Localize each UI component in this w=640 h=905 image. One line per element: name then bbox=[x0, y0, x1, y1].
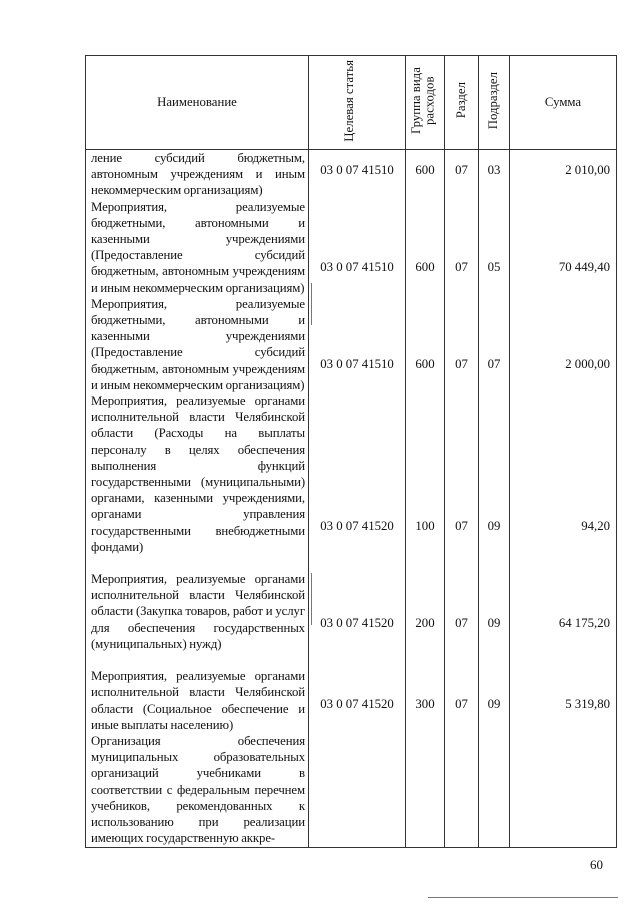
scan-margin-line bbox=[311, 283, 312, 325]
table-body bbox=[86, 150, 617, 848]
row-group: 600 bbox=[406, 150, 445, 199]
header-section-label: Раздел bbox=[453, 82, 468, 119]
scan-margin-line bbox=[311, 573, 312, 625]
header-code bbox=[309, 56, 406, 150]
row-section: 07 bbox=[445, 150, 479, 199]
header-subsection-label: Подраздел bbox=[486, 71, 501, 130]
row-group bbox=[406, 733, 445, 847]
row-code: 03 0 07 41510 bbox=[309, 150, 406, 199]
row-name: Мероприятия, реализуемые бюджетными, автономными и казенными учреждениями (Предоставление субсидий бюджетным, автономным учреждениям и иным некоммерческим организациям) bbox=[86, 296, 309, 393]
header-section bbox=[445, 56, 479, 150]
row-code: 03 0 07 41510 bbox=[309, 296, 406, 393]
header-subsection bbox=[479, 56, 510, 150]
row-section: 07 bbox=[445, 555, 479, 652]
row-sum bbox=[510, 733, 617, 847]
row-name: Организация обеспечения муниципальных образовательных организаций учебниками в соответствии с федеральным перечнем учебников, рекомендованных к использованию при реализации имеющих государственную аккре- bbox=[86, 733, 309, 847]
row-subsection: 03 bbox=[479, 150, 510, 199]
header-group-label: Группа вида расходов bbox=[409, 67, 437, 134]
row-name: Мероприятия, реализуемые органами исполнительной власти Челябинской области (Закупка товаров, работ и услуг для обеспечения государственных (муниципальных) нужд) bbox=[86, 555, 309, 652]
table-row bbox=[86, 652, 617, 733]
header-sum: Сумма bbox=[510, 56, 617, 150]
row-group: 300 bbox=[406, 652, 445, 733]
row-subsection bbox=[479, 733, 510, 847]
row-code: 03 0 07 41520 bbox=[309, 652, 406, 733]
table-row bbox=[86, 296, 617, 393]
row-name: Мероприятия, реализуемые органами исполнительной власти Челябинской области (Расходы на выплаты персоналу в целях обеспечения выполнения функций государственными (муниципальными) органами, казенными учреждениями, органами управления государственными внебюджетными фондами) bbox=[86, 393, 309, 555]
row-section bbox=[445, 733, 479, 847]
row-sum: 94,20 bbox=[510, 393, 617, 555]
row-sum: 5 319,80 bbox=[510, 652, 617, 733]
header-group bbox=[406, 56, 445, 150]
row-name: ление субсидий бюджетным, автономным учреждениям и иным некоммерческим организациям) bbox=[86, 150, 309, 199]
table-row bbox=[86, 393, 617, 555]
header-code-label: Целевая статья bbox=[342, 59, 356, 142]
row-code: 03 0 07 41520 bbox=[309, 555, 406, 652]
row-sum: 2 000,00 bbox=[510, 296, 617, 393]
row-subsection: 09 bbox=[479, 393, 510, 555]
row-code: 03 0 07 41510 bbox=[309, 199, 406, 296]
row-code: 03 0 07 41520 bbox=[309, 393, 406, 555]
row-section: 07 bbox=[445, 393, 479, 555]
row-group: 200 bbox=[406, 555, 445, 652]
row-name: Мероприятия, реализуемые органами исполнительной власти Челябинской области (Социальное обеспечение и иные выплаты населению) bbox=[86, 652, 309, 733]
row-section: 07 bbox=[445, 199, 479, 296]
row-subsection: 07 bbox=[479, 296, 510, 393]
row-sum: 2 010,00 bbox=[510, 150, 617, 199]
budget-table bbox=[85, 55, 617, 848]
table-row bbox=[86, 199, 617, 296]
header-row bbox=[86, 56, 617, 150]
header-name: Наименование bbox=[86, 56, 309, 150]
table-row bbox=[86, 150, 617, 199]
row-group: 600 bbox=[406, 296, 445, 393]
row-sum: 70 449,40 bbox=[510, 199, 617, 296]
row-code bbox=[309, 733, 406, 847]
row-subsection: 05 bbox=[479, 199, 510, 296]
table-header bbox=[86, 56, 617, 150]
row-subsection: 09 bbox=[479, 652, 510, 733]
page-number: 60 bbox=[590, 857, 603, 872]
row-group: 600 bbox=[406, 199, 445, 296]
row-name: Мероприятия, реализуемые бюджетными, автономными и казенными учреждениями (Предоставление субсидий бюджетным, автономным учреждениям и иным некоммерческим организациям) bbox=[86, 199, 309, 296]
row-subsection: 09 bbox=[479, 555, 510, 652]
row-section: 07 bbox=[445, 652, 479, 733]
footer-rule bbox=[428, 897, 618, 898]
row-section: 07 bbox=[445, 296, 479, 393]
table-row bbox=[86, 555, 617, 652]
table-row bbox=[86, 733, 617, 847]
row-sum: 64 175,20 bbox=[510, 555, 617, 652]
row-group: 100 bbox=[406, 393, 445, 555]
